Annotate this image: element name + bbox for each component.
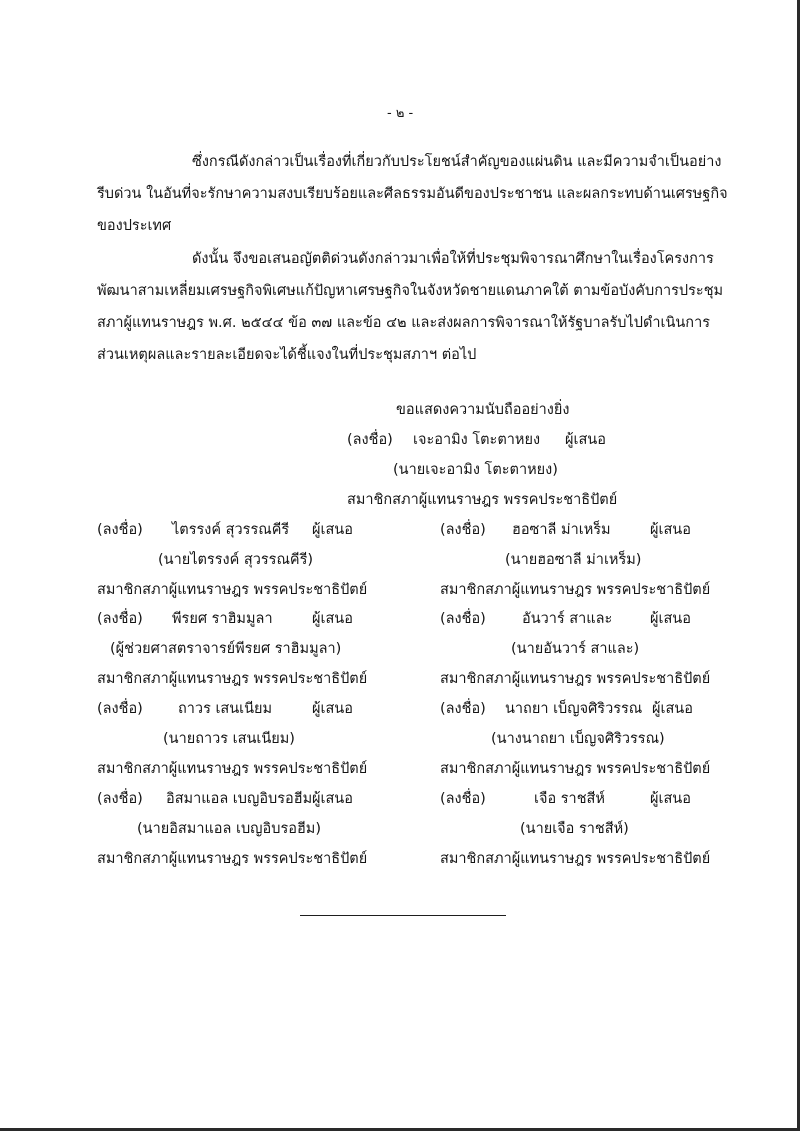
member-line: สมาชิกสภาผู้แทนราษฎร พรรคประชาธิปัตย์ — [347, 492, 618, 508]
body-line: สภาผู้แทนราษฎร พ.ศ. ๒๕๔๔ ข้อ ๓๗ และข้อ ๔๒ และส่งผลการพิจารณาให้รัฐบาลรับไปดำเนินการ — [97, 315, 711, 331]
signer-full-name: (นายเจือ ราชสีห์) — [520, 821, 629, 837]
signer-name: เจือ ราชสีห์ — [534, 791, 605, 807]
body-line: ดังนั้น จึงขอเสนอญัตติด่วนดังกล่าวมาเพื่อให้ที่ประชุมพิจารณาศึกษาในเรื่องโครงการ — [192, 251, 714, 267]
proposer-label: ผู้เสนอ — [565, 432, 606, 448]
sign-label: (ลงชื่อ) — [440, 791, 486, 807]
signer-name: นาถยา เบ็ญจศิริวรรณ — [505, 701, 643, 717]
signer-full-name: (นางนาถยา เบ็ญจศิริวรรณ) — [491, 731, 665, 747]
proposer-label: ผู้เสนอ — [312, 701, 353, 717]
member-line: สมาชิกสภาผู้แทนราษฎร พรรคประชาธิปัตย์ — [97, 851, 368, 867]
proposer-label: ผู้เสนอ — [650, 522, 691, 538]
signer-full-name: (ผู้ช่วยศาสตราจารย์พีรยศ ราฮิมมูลา) — [110, 641, 342, 657]
signer-name: เจะอามิง โตะตาหยง — [413, 432, 541, 448]
page-number: - ๒ - — [387, 106, 414, 121]
proposer-label: ผู้เสนอ — [312, 522, 353, 538]
sign-label: (ลงชื่อ) — [97, 701, 143, 717]
sign-label: (ลงชื่อ) — [97, 791, 143, 807]
closing-rule — [300, 915, 506, 916]
sign-label: (ลงชื่อ) — [347, 432, 393, 448]
signer-full-name: (นายฮอซาลี ม่าเหร็ม) — [505, 552, 642, 568]
body-line: พัฒนาสามเหลี่ยมเศรษฐกิจพิเศษแก้ปัญหาเศรษฐกิจในจังหวัดชายแดนภาคใต้ ตามข้อบังคับการประชุม — [97, 283, 724, 299]
member-line: สมาชิกสภาผู้แทนราษฎร พรรคประชาธิปัตย์ — [440, 582, 711, 598]
proposer-label: ผู้เสนอ — [312, 611, 353, 627]
member-line: สมาชิกสภาผู้แทนราษฎร พรรคประชาธิปัตย์ — [97, 761, 368, 777]
signer-full-name: (นายไตรรงค์ สุวรรณคีรี) — [158, 552, 314, 568]
signer-full-name: (นายถาวร เสนเนียม) — [163, 731, 295, 747]
signer-full-name: (นายอิสมาแอล เบญอิบรอฮีม) — [137, 821, 322, 837]
member-line: สมาชิกสภาผู้แทนราษฎร พรรคประชาธิปัตย์ — [97, 582, 368, 598]
signer-name: ถาวร เสนเนียม — [178, 701, 273, 717]
proposer-label: ผู้เสนอ — [652, 701, 693, 717]
sign-label: (ลงชื่อ) — [97, 611, 143, 627]
proposer-label: ผู้เสนอ — [650, 611, 691, 627]
sign-label: (ลงชื่อ) — [97, 522, 143, 538]
signer-full-name: (นายอันวาร์ สาและ) — [511, 641, 640, 657]
signer-full-name: (นายเจะอามิง โตะตาหยง) — [393, 462, 558, 478]
proposer-label: ผู้เสนอ — [650, 791, 691, 807]
body-line: ของประเทศ — [97, 218, 172, 234]
proposer-label: ผู้เสนอ — [312, 791, 353, 807]
body-line: ซึ่งกรณีดังกล่าวเป็นเรื่องที่เกี่ยวกับประโยชน์สำคัญของแผ่นดิน และมีความจำเป็นอย่าง — [192, 154, 722, 170]
member-line: สมาชิกสภาผู้แทนราษฎร พรรคประชาธิปัตย์ — [440, 671, 711, 687]
sign-label: (ลงชื่อ) — [440, 701, 486, 717]
body-line: รีบด่วน ในอันที่จะรักษาความสงบเรียบร้อยและศีลธรรมอันดีของประชาชน และผลกระทบด้านเศรษฐกิจ — [97, 186, 728, 202]
member-line: สมาชิกสภาผู้แทนราษฎร พรรคประชาธิปัตย์ — [440, 761, 711, 777]
closing-line: ขอแสดงความนับถืออย่างยิ่ง — [396, 402, 570, 418]
member-line: สมาชิกสภาผู้แทนราษฎร พรรคประชาธิปัตย์ — [97, 671, 368, 687]
signer-name: ไตรรงค์ สุวรรณคีรี — [172, 522, 290, 538]
member-line: สมาชิกสภาผู้แทนราษฎร พรรคประชาธิปัตย์ — [440, 851, 711, 867]
signer-name: ฮอซาลี ม่าเหร็ม — [512, 522, 611, 538]
signer-name: อันวาร์ สาและ — [522, 611, 613, 627]
sign-label: (ลงชื่อ) — [440, 522, 486, 538]
signer-name: อิสมาแอล เบญอิบรอฮีม — [166, 791, 313, 807]
signer-name: พีรยศ ราฮิมมูลา — [172, 611, 273, 627]
body-line: ส่วนเหตุผลและรายละเอียดจะได้ชี้แจงในที่ประชุมสภาฯ ต่อไป — [97, 347, 477, 363]
sign-label: (ลงชื่อ) — [440, 611, 486, 627]
